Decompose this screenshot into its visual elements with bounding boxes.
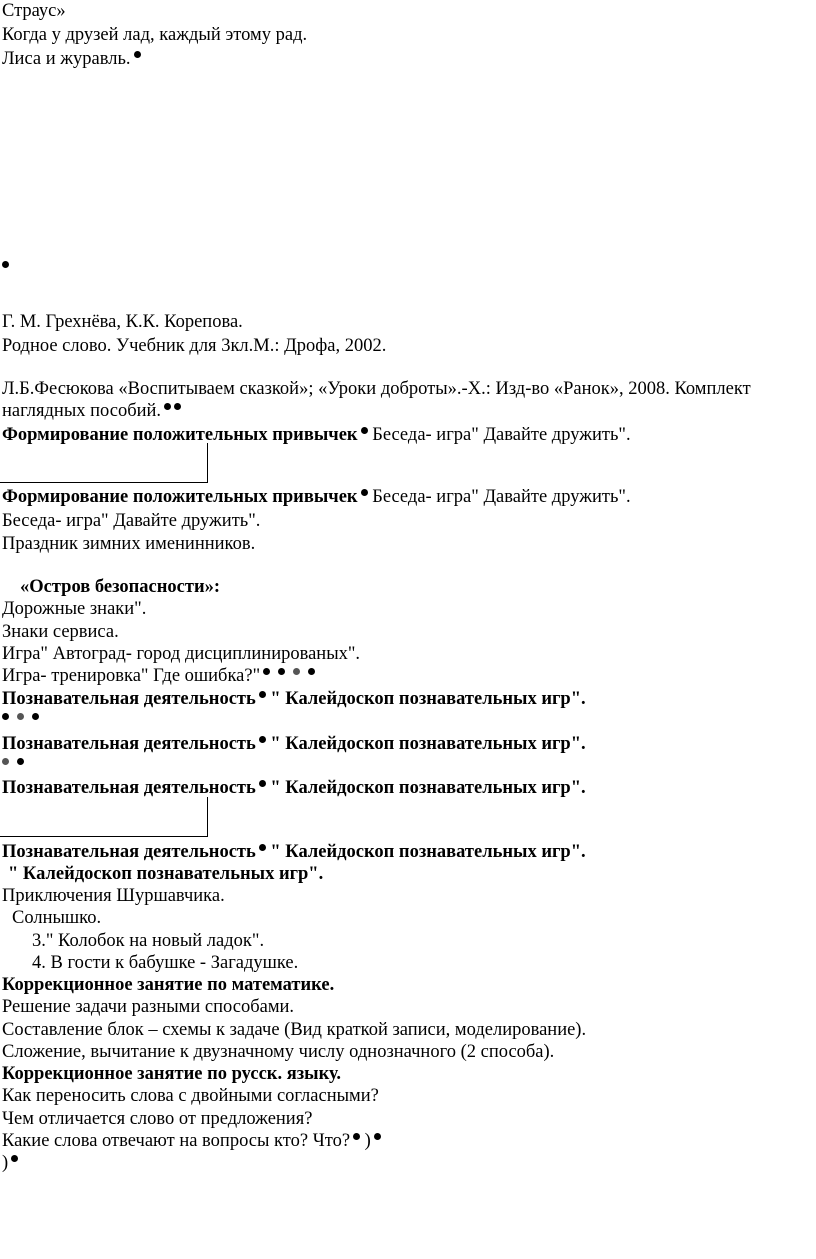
bullet-dot-icon	[293, 668, 300, 675]
text-span: )	[360, 1131, 371, 1151]
table-fragment	[0, 443, 208, 483]
bold-heading: Формирование положительных привычек	[2, 487, 358, 507]
bold-text: " Калейдоскоп познавательных игр".	[265, 778, 586, 798]
text-line: Знаки сервиса.	[2, 622, 119, 642]
text-line: Беседа- игра" Давайте дружить".	[2, 511, 261, 531]
text-span: )	[2, 1153, 9, 1173]
text-line: Дорожные знаки".	[2, 599, 147, 619]
bullet-dot-icon	[174, 403, 181, 410]
text-line	[2, 1152, 18, 1174]
text-line: Сложение, вычитание к двузначному числу однозначного (2 способа).	[2, 1042, 555, 1062]
text-line: Праздник зимних именинников.	[2, 534, 256, 554]
text-line	[2, 665, 315, 687]
text-line: Солнышко.	[12, 908, 102, 928]
bullet-dot-icon	[164, 403, 171, 410]
section-heading: Коррекционное занятие по русск. языку.	[2, 1064, 341, 1084]
bold-text: " Калейдоскоп познавательных игр".	[265, 842, 586, 862]
bold-heading: Познавательная деятельность	[2, 842, 256, 862]
bold-text: " Калейдоскоп познавательных игр".	[265, 734, 586, 754]
bullet-dot-icon	[259, 844, 266, 851]
text-line	[2, 486, 631, 508]
bullet-dot-icon	[263, 668, 270, 675]
bullet-dot-icon	[134, 51, 141, 58]
text-line	[2, 755, 24, 777]
text-line	[2, 1130, 381, 1152]
text-line: Как переносить слова с двойными согласными?	[2, 1086, 379, 1106]
text-line	[2, 688, 586, 710]
text-line	[2, 710, 39, 732]
table-border	[0, 482, 208, 483]
text-span: Лиса и журавль.	[2, 49, 131, 69]
text-span: Беседа- игра" Давайте дружить".	[367, 487, 631, 507]
bullet-dot-icon	[308, 668, 315, 675]
bullet-dot-icon	[2, 261, 9, 268]
bullet-dot-icon	[259, 691, 266, 698]
text-line: Чем отличается слово от предложения?	[2, 1109, 313, 1129]
table-border	[207, 797, 208, 837]
text-line: Родное слово. Учебник для 3кл.М.: Дрофа, 2002.	[2, 336, 387, 356]
table-border	[207, 443, 208, 483]
text-span: наглядных пособий.	[2, 401, 162, 421]
text-span: Беседа- игра" Давайте дружить".	[367, 425, 631, 445]
bold-heading: Познавательная деятельность	[2, 734, 256, 754]
bullet-dot-icon	[2, 713, 9, 720]
bold-text: " Калейдоскоп познавательных игр".	[265, 689, 586, 709]
bullet-dot-icon	[259, 736, 266, 743]
text-span: Игра- тренировка" Где ошибка?"	[2, 666, 261, 686]
section-heading: «Остров безопасности»:	[20, 577, 221, 597]
bold-heading: Познавательная деятельность	[2, 778, 256, 798]
text-line: Когда у друзей лад, каждый этому рад.	[2, 25, 308, 45]
text-span: Какие слова отвечают на вопросы кто? Что?	[2, 1131, 351, 1151]
text-line	[2, 841, 586, 863]
bold-heading: Формирование положительных привычек	[2, 425, 358, 445]
text-line: 3." Колобок на новый ладок".	[32, 931, 265, 951]
text-line	[2, 258, 9, 280]
bullet-dot-icon	[374, 1133, 381, 1140]
text-line: Л.Б.Фесюкова «Воспитываем сказкой»; «Уроки доброты».-Х.: Изд-во «Ранок», 2008. Комплект	[2, 379, 751, 399]
text-line: Решение задачи разными способами.	[2, 997, 295, 1017]
text-line: Приключения Шуршавчика.	[2, 886, 225, 906]
bold-heading: Познавательная деятельность	[2, 689, 256, 709]
bullet-dot-icon	[32, 713, 39, 720]
bullet-dot-icon	[17, 713, 24, 720]
text-line: Страус»	[2, 1, 66, 21]
text-line	[2, 777, 586, 799]
text-line: Игра" Автоград- город дисциплинированых".	[2, 644, 361, 664]
section-heading: Коррекционное занятие по математике.	[2, 975, 335, 995]
bullet-dot-icon	[353, 1133, 360, 1140]
text-line	[2, 400, 181, 422]
bullet-dot-icon	[11, 1155, 18, 1162]
bullet-dot-icon	[278, 668, 285, 675]
text-line: 4. В гости к бабушке - Загадушке.	[32, 953, 299, 973]
table-fragment	[0, 797, 208, 837]
bullet-dot-icon	[2, 758, 9, 765]
bullet-dot-icon	[17, 758, 24, 765]
text-line: " Калейдоскоп познавательных игр".	[8, 864, 324, 884]
text-line	[2, 48, 141, 70]
bullet-dot-icon	[361, 489, 368, 496]
bullet-dot-icon	[259, 780, 266, 787]
table-border	[0, 836, 208, 837]
text-line: Г. М. Грехнёва, К.К. Корепова.	[2, 312, 243, 332]
text-line: Составление блок – схемы к задаче (Вид краткой записи, моделирование).	[2, 1020, 587, 1040]
text-line	[2, 733, 586, 755]
bullet-dot-icon	[361, 427, 368, 434]
